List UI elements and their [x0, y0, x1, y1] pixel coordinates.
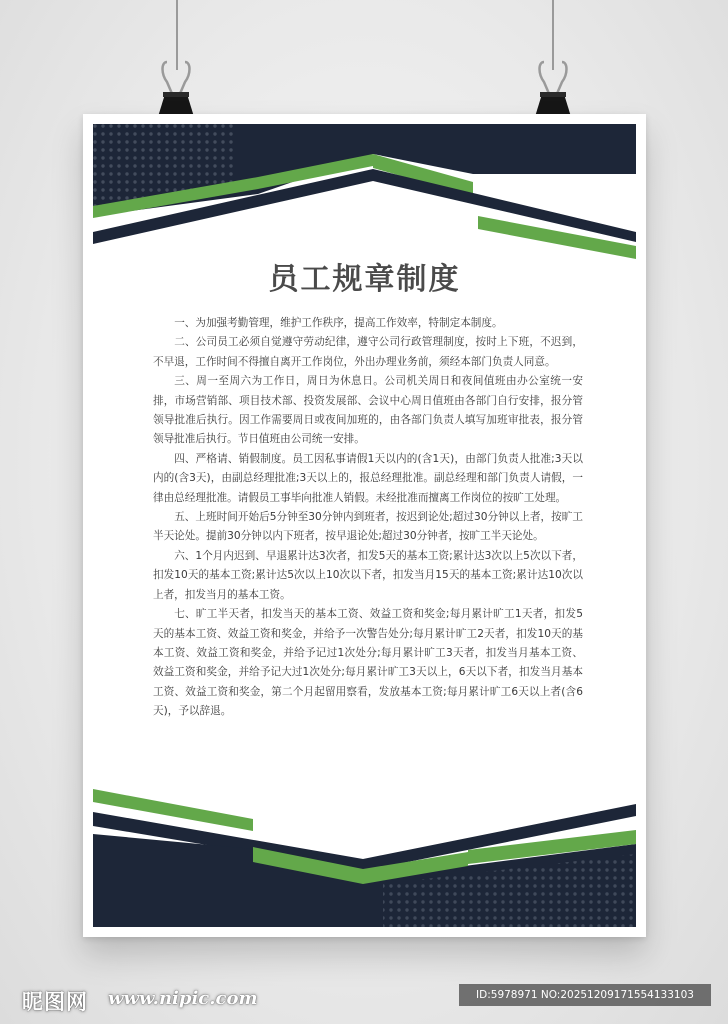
regulation-paragraph-2: 二、公司员工必须自觉遵守劳动纪律，遵守公司行政管理制度，按时上下班，不迟到，不早退，工作时间不得擅自离开工作岗位，外出办理业务前，须经本部门负责人同意。 — [153, 336, 583, 368]
top-banner-shape — [93, 124, 636, 259]
regulations-body — [153, 314, 583, 722]
regulation-paragraph-4: 四、严格请、销假制度。员工因私事请假1天以内的(含1天)，由部门负责人批准;3天以内的(含3天)，由副总经理批准;3天以上的，报总经理批准。副总经理和部门负责人请假，一律由总经理批准。请假员工事毕向批准人销假。未经批准而擅离工作岗位的按旷工处理。 — [153, 452, 583, 504]
binder-clip-right-icon — [530, 60, 576, 122]
bottom-banner-shape — [93, 789, 636, 927]
regulation-paragraph-1: 一、为加强考勤管理，维护工作秩序，提高工作效率，特制定本制度。 — [174, 317, 503, 329]
regulation-paragraph-7: 七、旷工半天者，扣发当天的基本工资、效益工资和奖金;每月累计旷工1天者，扣发5天的基本工资、效益工资和奖金，并给予一次警告处分;每月累计旷工2天者，扣发10天的基本工资、效益工资和奖金，并给予记过1次处分;每月累计旷工3天者，扣发当月基本工资、效益工资和奖金，并给予记大过1次处分;每月累计旷工3天以上，6天以下者，扣发当月基本工资、效益工资和奖金，第二个月起留用察看，发放基本工资;每月累计旷工6天以上者(含6天)，予以辞退。 — [153, 608, 583, 718]
watermark-site: www.nipic.com — [108, 988, 258, 1009]
poster-sheet — [83, 114, 646, 937]
watermark-footer — [0, 978, 728, 1024]
binder-clip-left-icon — [153, 60, 199, 122]
regulation-paragraph-3: 三、周一至周六为工作日，周日为休息日。公司机关周日和夜间值班由办公室统一安排，市场营销部、项目技术部、投资发展部、会议中心周日值班由各部门自行安排，报分管领导批准后执行。因工作需要周日或夜间加班的，由各部门负责人填写加班审批表，报分管领导批准后执行。节日值班由公司统一安排。 — [153, 375, 583, 446]
watermark-logo: 昵图网 — [22, 989, 88, 1014]
watermark-id: ID:5978971 NO:20251209171554133103 — [459, 984, 711, 1006]
poster-title: 员工规章制度 — [268, 262, 461, 297]
regulation-paragraph-6: 六、1个月内迟到、早退累计达3次者，扣发5天的基本工资;累计达3次以上5次以下者，扣发10天的基本工资;累计达5次以上10次以下者，扣发当月15天的基本工资;累计达10次以上者，扣发当月的基本工资。 — [153, 549, 583, 601]
regulation-paragraph-5: 五、上班时间开始后5分钟至30分钟内到班者，按迟到论处;超过30分钟以上者，按旷工半天论处。提前30分钟以内下班者，按早退论处;超过30分钟者，按旷工半天论处。 — [153, 511, 583, 543]
